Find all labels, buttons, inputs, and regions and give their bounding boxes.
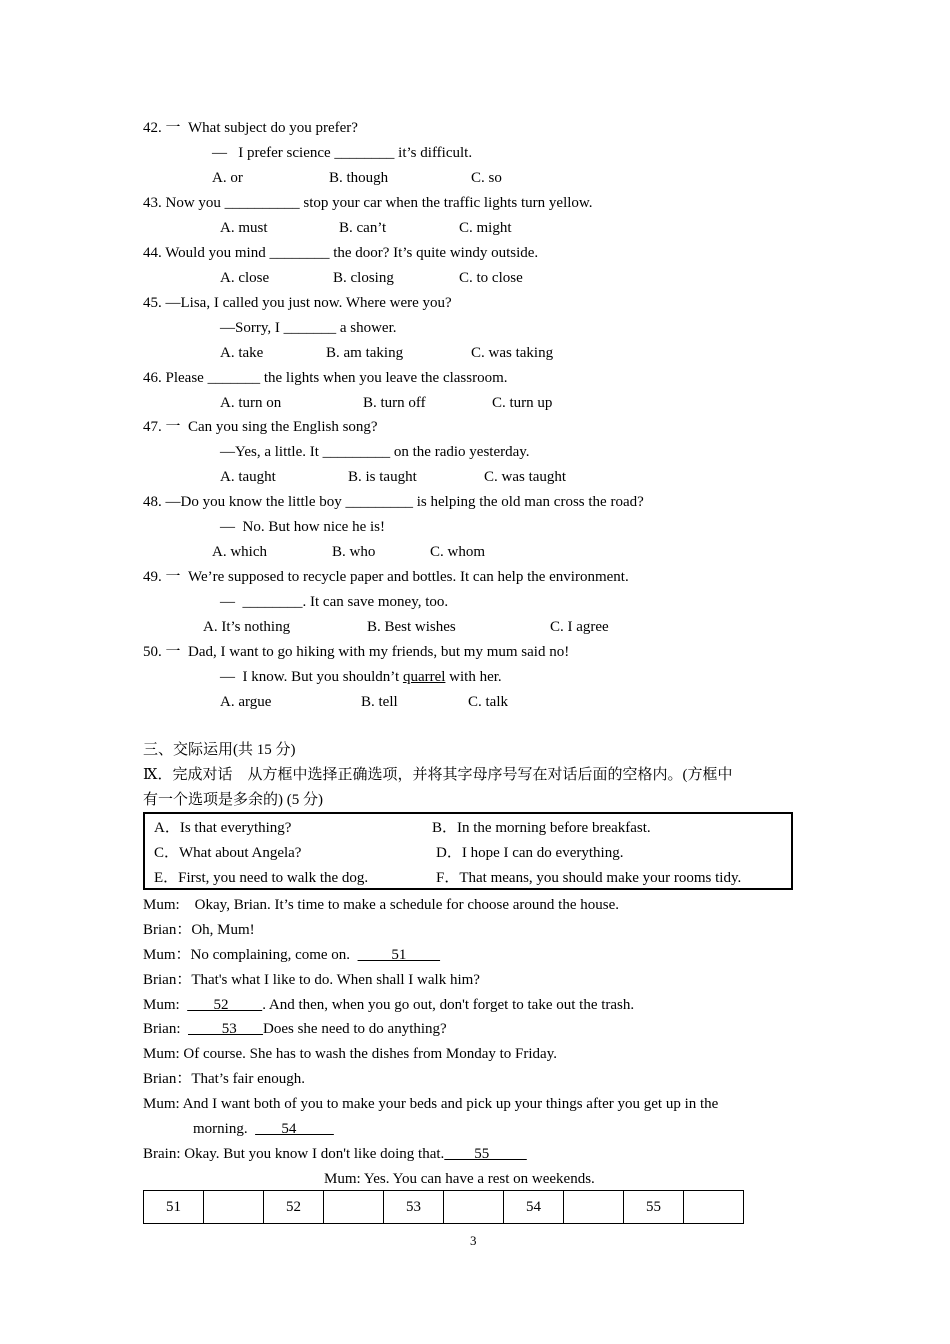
blank-52: 52 (187, 997, 263, 1013)
dialogue-line-12: Mum: Yes. You can have a rest on weekends. (324, 1171, 595, 1187)
question-42-stem: 42. 一 What subject do you prefer? (143, 120, 358, 136)
question-47-option-c: C. was taught (484, 469, 567, 485)
blank-51: 51 (357, 947, 441, 963)
question-42-option-b: B. though (329, 170, 389, 186)
question-48-stem: 48. —Do you know the little boy _________ is helping the old man cross the road? (143, 494, 644, 510)
question-46-option-a: A. turn on (220, 395, 282, 411)
answer-label-55: 55 (624, 1191, 684, 1224)
question-48-option-b: B. who (332, 544, 376, 560)
question-42-option-a: A. or (212, 170, 243, 186)
section-instruction-line1: Ⅸ．完成对话 从方框中选择正确选项，并将其字母序号写在对话后面的空格内。(方框中 (143, 767, 733, 783)
blank-55: 55 (444, 1146, 527, 1162)
question-43-option-a: A. must (220, 220, 268, 236)
question-44-option-c: C. to close (459, 270, 523, 286)
question-45-stem: 45. —Lisa, I called you just now. Where were you? (143, 295, 452, 311)
dialogue-line-5 (143, 995, 634, 1015)
answer-label-52: 52 (264, 1191, 324, 1224)
answer-cell-55[interactable] (684, 1191, 744, 1224)
dialogue-line-11 (143, 1144, 527, 1164)
question-47-option-b: B. is taught (348, 469, 417, 485)
question-42-option-c: C. so (471, 170, 502, 186)
question-45-option-c: C. was taking (471, 345, 554, 361)
box-option-c: C．What about Angela? (154, 845, 302, 861)
question-47-stem: 47. 一 Can you sing the English song? (143, 419, 378, 435)
dialogue-line-5-speaker: Mum: (143, 997, 188, 1013)
dialogue-line-7: Mum: Of course. She has to wash the dishes from Monday to Friday. (143, 1046, 557, 1062)
question-50-option-a: A. argue (220, 694, 272, 710)
question-50-response (220, 667, 502, 687)
answer-cell-52[interactable] (324, 1191, 384, 1224)
section-heading: 三、交际运用(共 15 分) (143, 742, 296, 758)
box-option-e: E．First, you need to walk the dog. (154, 870, 369, 886)
dialogue-line-1: Mum: Okay, Brian. It’s time to make a schedule for choose around the house. (143, 897, 619, 913)
question-49-option-b: B. Best wishes (367, 619, 456, 635)
blank-53: 53 (188, 1021, 263, 1037)
box-option-b: B．In the morning before breakfast. (432, 820, 651, 836)
dialogue-line-2: Brian：Oh, Mum! (143, 922, 255, 938)
question-49-response: — ________. It can save money, too. (220, 594, 449, 610)
question-49-option-c: C. I agree (550, 619, 609, 635)
dialogue-line-6-speaker: Brian: (143, 1021, 188, 1037)
question-47-option-a: A. taught (220, 469, 276, 485)
dialogue-line-9: Mum: And I want both of you to make your beds and pick up your things after you get up in the (143, 1096, 719, 1112)
question-47-response: —Yes, a little. It _________ on the radio yesterday. (220, 444, 530, 460)
question-48-option-c: C. whom (430, 544, 486, 560)
question-49-stem: 49. 一 We’re supposed to recycle paper and bottles. It can help the environment. (143, 569, 629, 585)
question-43-option-b: B. can’t (339, 220, 387, 236)
question-46-option-b: B. turn off (363, 395, 426, 411)
question-50-underlined-word: quarrel (402, 669, 446, 685)
dialogue-line-10 (193, 1119, 334, 1139)
box-option-d: D．I hope I can do everything. (436, 845, 624, 861)
answer-label-51: 51 (144, 1191, 204, 1224)
question-45-response: —Sorry, I _______ a shower. (220, 320, 397, 336)
question-46-option-c: C. turn up (492, 395, 553, 411)
question-43-option-c: C. might (459, 220, 512, 236)
question-44-stem: 44. Would you mind ________ the door? It’s quite windy outside. (143, 245, 539, 261)
answer-cell-51[interactable] (204, 1191, 264, 1224)
dialogue-line-6 (143, 1019, 447, 1039)
answer-label-53: 53 (384, 1191, 444, 1224)
question-49-option-a: A. It’s nothing (203, 619, 291, 635)
dialogue-line-6-text: Does she need to do anything? (263, 1021, 447, 1037)
section-instruction-line2: 有一个选项是多余的) (5 分) (143, 792, 323, 808)
dialogue-line-3 (143, 945, 440, 965)
answer-cell-53[interactable] (444, 1191, 504, 1224)
question-50-option-c: C. talk (468, 694, 508, 710)
page-number: 3 (470, 1233, 477, 1248)
question-46-stem: 46. Please _______ the lights when you leave the classroom. (143, 370, 508, 386)
box-option-f: F．That means, you should make your rooms tidy. (436, 870, 742, 886)
dialogue-line-3-text: Mum：No complaining, come on. (143, 947, 358, 963)
question-50-option-b: B. tell (361, 694, 398, 710)
question-45-option-a: A. take (220, 345, 264, 361)
answer-table-row (144, 1191, 744, 1224)
dialogue-line-10-text: morning. (193, 1121, 256, 1137)
question-50-stem: 50. 一 Dad, I want to go hiking with my friends, but my mum said no! (143, 644, 570, 660)
question-50-response-start: — I know. But you shouldn’t (220, 669, 403, 685)
box-option-a: A．Is that everything? (154, 820, 292, 836)
option-box (143, 812, 793, 890)
blank-54: 54 (255, 1121, 334, 1137)
question-43-stem: 43. Now you __________ stop your car when the traffic lights turn yellow. (143, 195, 593, 211)
dialogue-line-5-text: . And then, when you go out, don't forget to take out the trash. (262, 997, 635, 1013)
question-44-option-a: A. close (220, 270, 270, 286)
question-44-option-b: B. closing (333, 270, 394, 286)
dialogue-line-4: Brian：That's what I like to do. When shall I walk him? (143, 972, 480, 988)
question-48-response: — No. But how nice he is! (220, 519, 385, 535)
question-50-response-end: with her. (445, 669, 502, 685)
question-42-response: — I prefer science ________ it’s difficult. (212, 145, 473, 161)
answer-cell-54[interactable] (564, 1191, 624, 1224)
question-45-option-b: B. am taking (326, 345, 404, 361)
dialogue-line-8: Brian：That’s fair enough. (143, 1071, 306, 1087)
answer-table (143, 1190, 744, 1224)
dialogue-line-11-text: Brain: Okay. But you know I don't like doing that. (143, 1146, 445, 1162)
question-48-option-a: A. which (212, 544, 267, 560)
answer-label-54: 54 (504, 1191, 564, 1224)
